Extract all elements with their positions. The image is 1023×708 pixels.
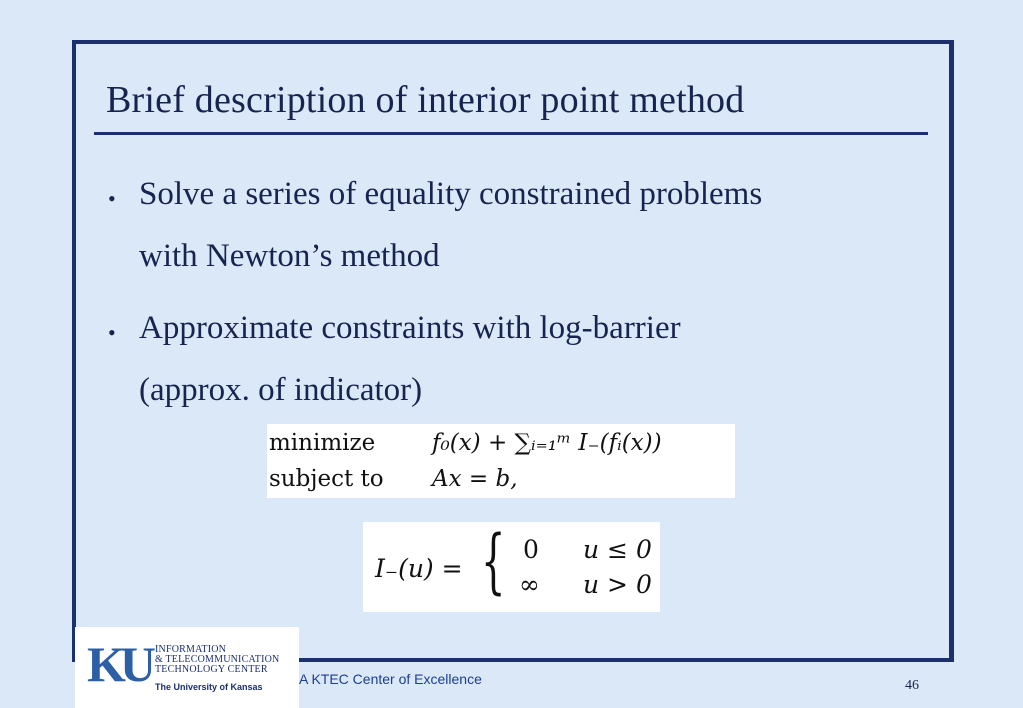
- indicator-case2-condition: u > 0: [583, 570, 652, 599]
- ku-logo-mark: KU: [87, 636, 150, 692]
- slide-title: Brief description of interior point method: [106, 79, 745, 121]
- bullet-1-line-2: with Newton’s method: [139, 238, 440, 274]
- title-underline: [94, 132, 928, 135]
- ittc-logo-text: [155, 645, 279, 675]
- footer-tagline: A KTEC Center of Excellence: [299, 671, 482, 687]
- indicator-lhs: I₋(u) =: [375, 554, 463, 583]
- page-number: 46: [905, 678, 919, 693]
- bullet-2-line-2: (approx. of indicator): [139, 372, 423, 408]
- logo-line-2: & TELECOMMUNICATION: [155, 654, 280, 665]
- logo-university: The University of Kansas: [155, 682, 263, 692]
- logo-line-3: TECHNOLOGY CENTER: [155, 664, 268, 675]
- formula-row2-label: subject to: [269, 466, 384, 492]
- indicator-case1-value: 0: [523, 535, 539, 564]
- logo-line-1: INFORMATION: [155, 644, 227, 655]
- bullet-1-line-1: Solve a series of equality constrained problems: [139, 176, 763, 212]
- formula-indicator: [363, 522, 660, 612]
- bullet-marker-1: •: [108, 186, 116, 211]
- formula-row2-expr: Ax = b,: [432, 466, 518, 492]
- formula-barrier-problem: [267, 424, 735, 498]
- bullet-2-line-1: Approximate constraints with log-barrier: [139, 310, 681, 346]
- indicator-case1-condition: u ≤ 0: [583, 535, 652, 564]
- ku-ittc-logo: [75, 627, 299, 708]
- indicator-brace: {: [481, 520, 506, 602]
- formula-row1-expr: f₀(x) + ∑ᵢ₌₁ᵐ I₋(fᵢ(x)): [432, 430, 662, 456]
- bullet-marker-2: •: [108, 320, 116, 345]
- indicator-case2-value: ∞: [519, 570, 540, 599]
- formula-row1-label: minimize: [269, 430, 376, 456]
